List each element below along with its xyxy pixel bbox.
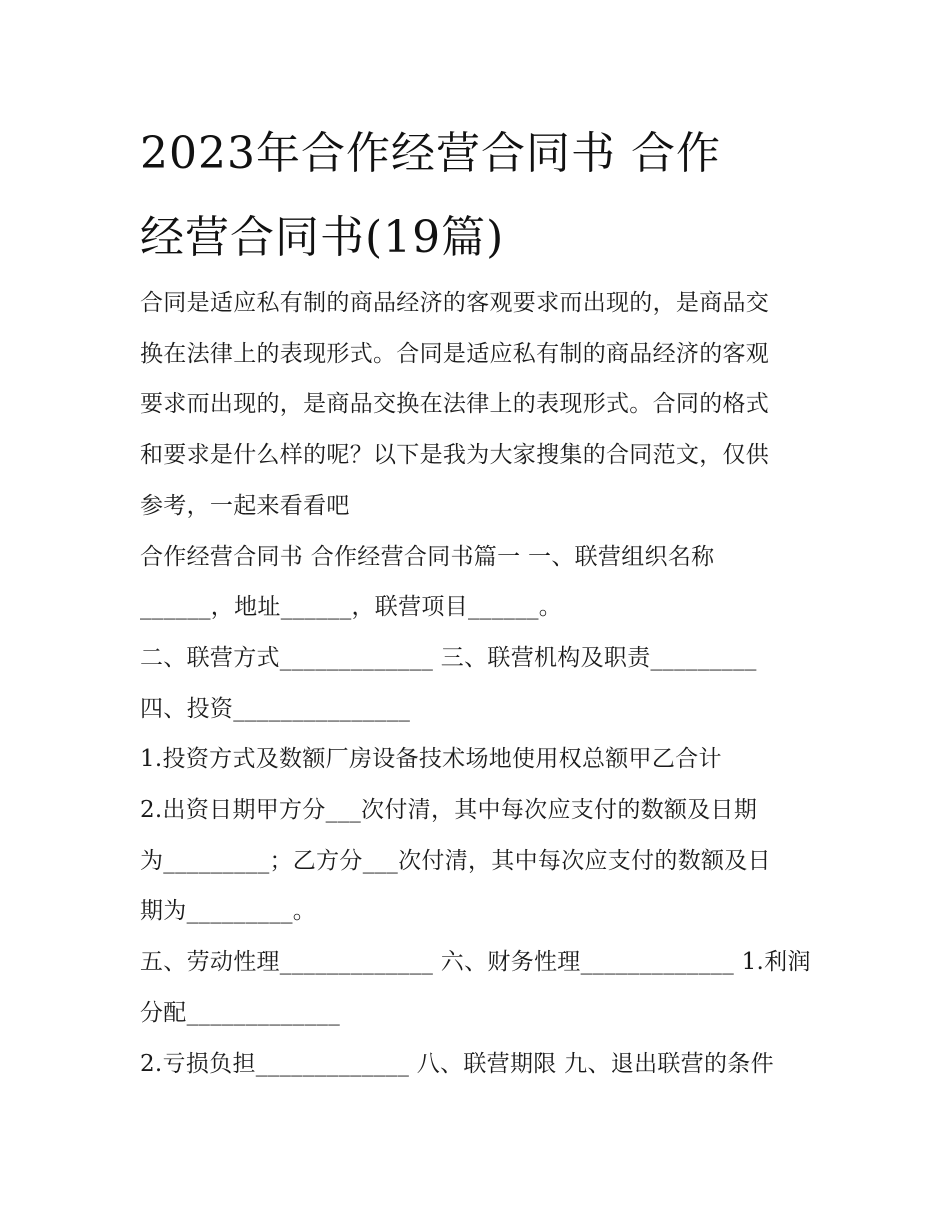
intro-line-2: 换在法律上的表现形式。合同是适应私有制的商品经济的客观 <box>140 340 770 367</box>
contract-line-8: 期为_________。 <box>140 898 317 925</box>
contract-line-9: 五、劳动性理_____________ 六、财务性理_____________ 1.利润 <box>140 949 811 976</box>
title-line-2: 经营合同书(19篇) <box>140 212 505 263</box>
intro-line-3: 要求而出现的，是商品交换在法律上的表现形式。合同的格式 <box>140 391 770 418</box>
document-body <box>140 278 820 1089</box>
contract-line-3: 二、联营方式_____________ 三、联营机构及职责_________ <box>140 644 757 671</box>
contract-line-5: 1.投资方式及数额厂房设备技术场地使用权总额甲乙合计 <box>140 746 722 773</box>
contract-line-7: 为_________；乙方分___次付清，其中每次应支付的数额及日 <box>140 847 771 874</box>
contract-line-10: 分配_____________ <box>140 999 340 1026</box>
intro-line-5: 参考，一起来看看吧 <box>140 492 350 519</box>
document-title <box>140 112 820 280</box>
contract-line-6: 2.出资日期甲方分___次付清，其中每次应支付的数额及日期 <box>140 797 758 824</box>
contract-line-11: 2.亏损负担_____________ 八、联营期限 九、退出联营的条件 <box>140 1050 774 1077</box>
intro-line-1: 合同是适应私有制的商品经济的客观要求而出现的，是商品交 <box>140 290 770 316</box>
contract-line-1: 合作经营合同书 合作经营合同书篇一 一、联营组织名称 <box>140 543 715 570</box>
title-line-1: 2023年合作经营合同书 合作 <box>140 128 721 179</box>
contract-line-4: 四、投资_______________ <box>140 695 411 722</box>
contract-line-2: ______，地址______，联营项目______。 <box>140 594 563 621</box>
intro-line-4: 和要求是什么样的呢？以下是我为大家搜集的合同范文，仅供 <box>140 442 770 469</box>
